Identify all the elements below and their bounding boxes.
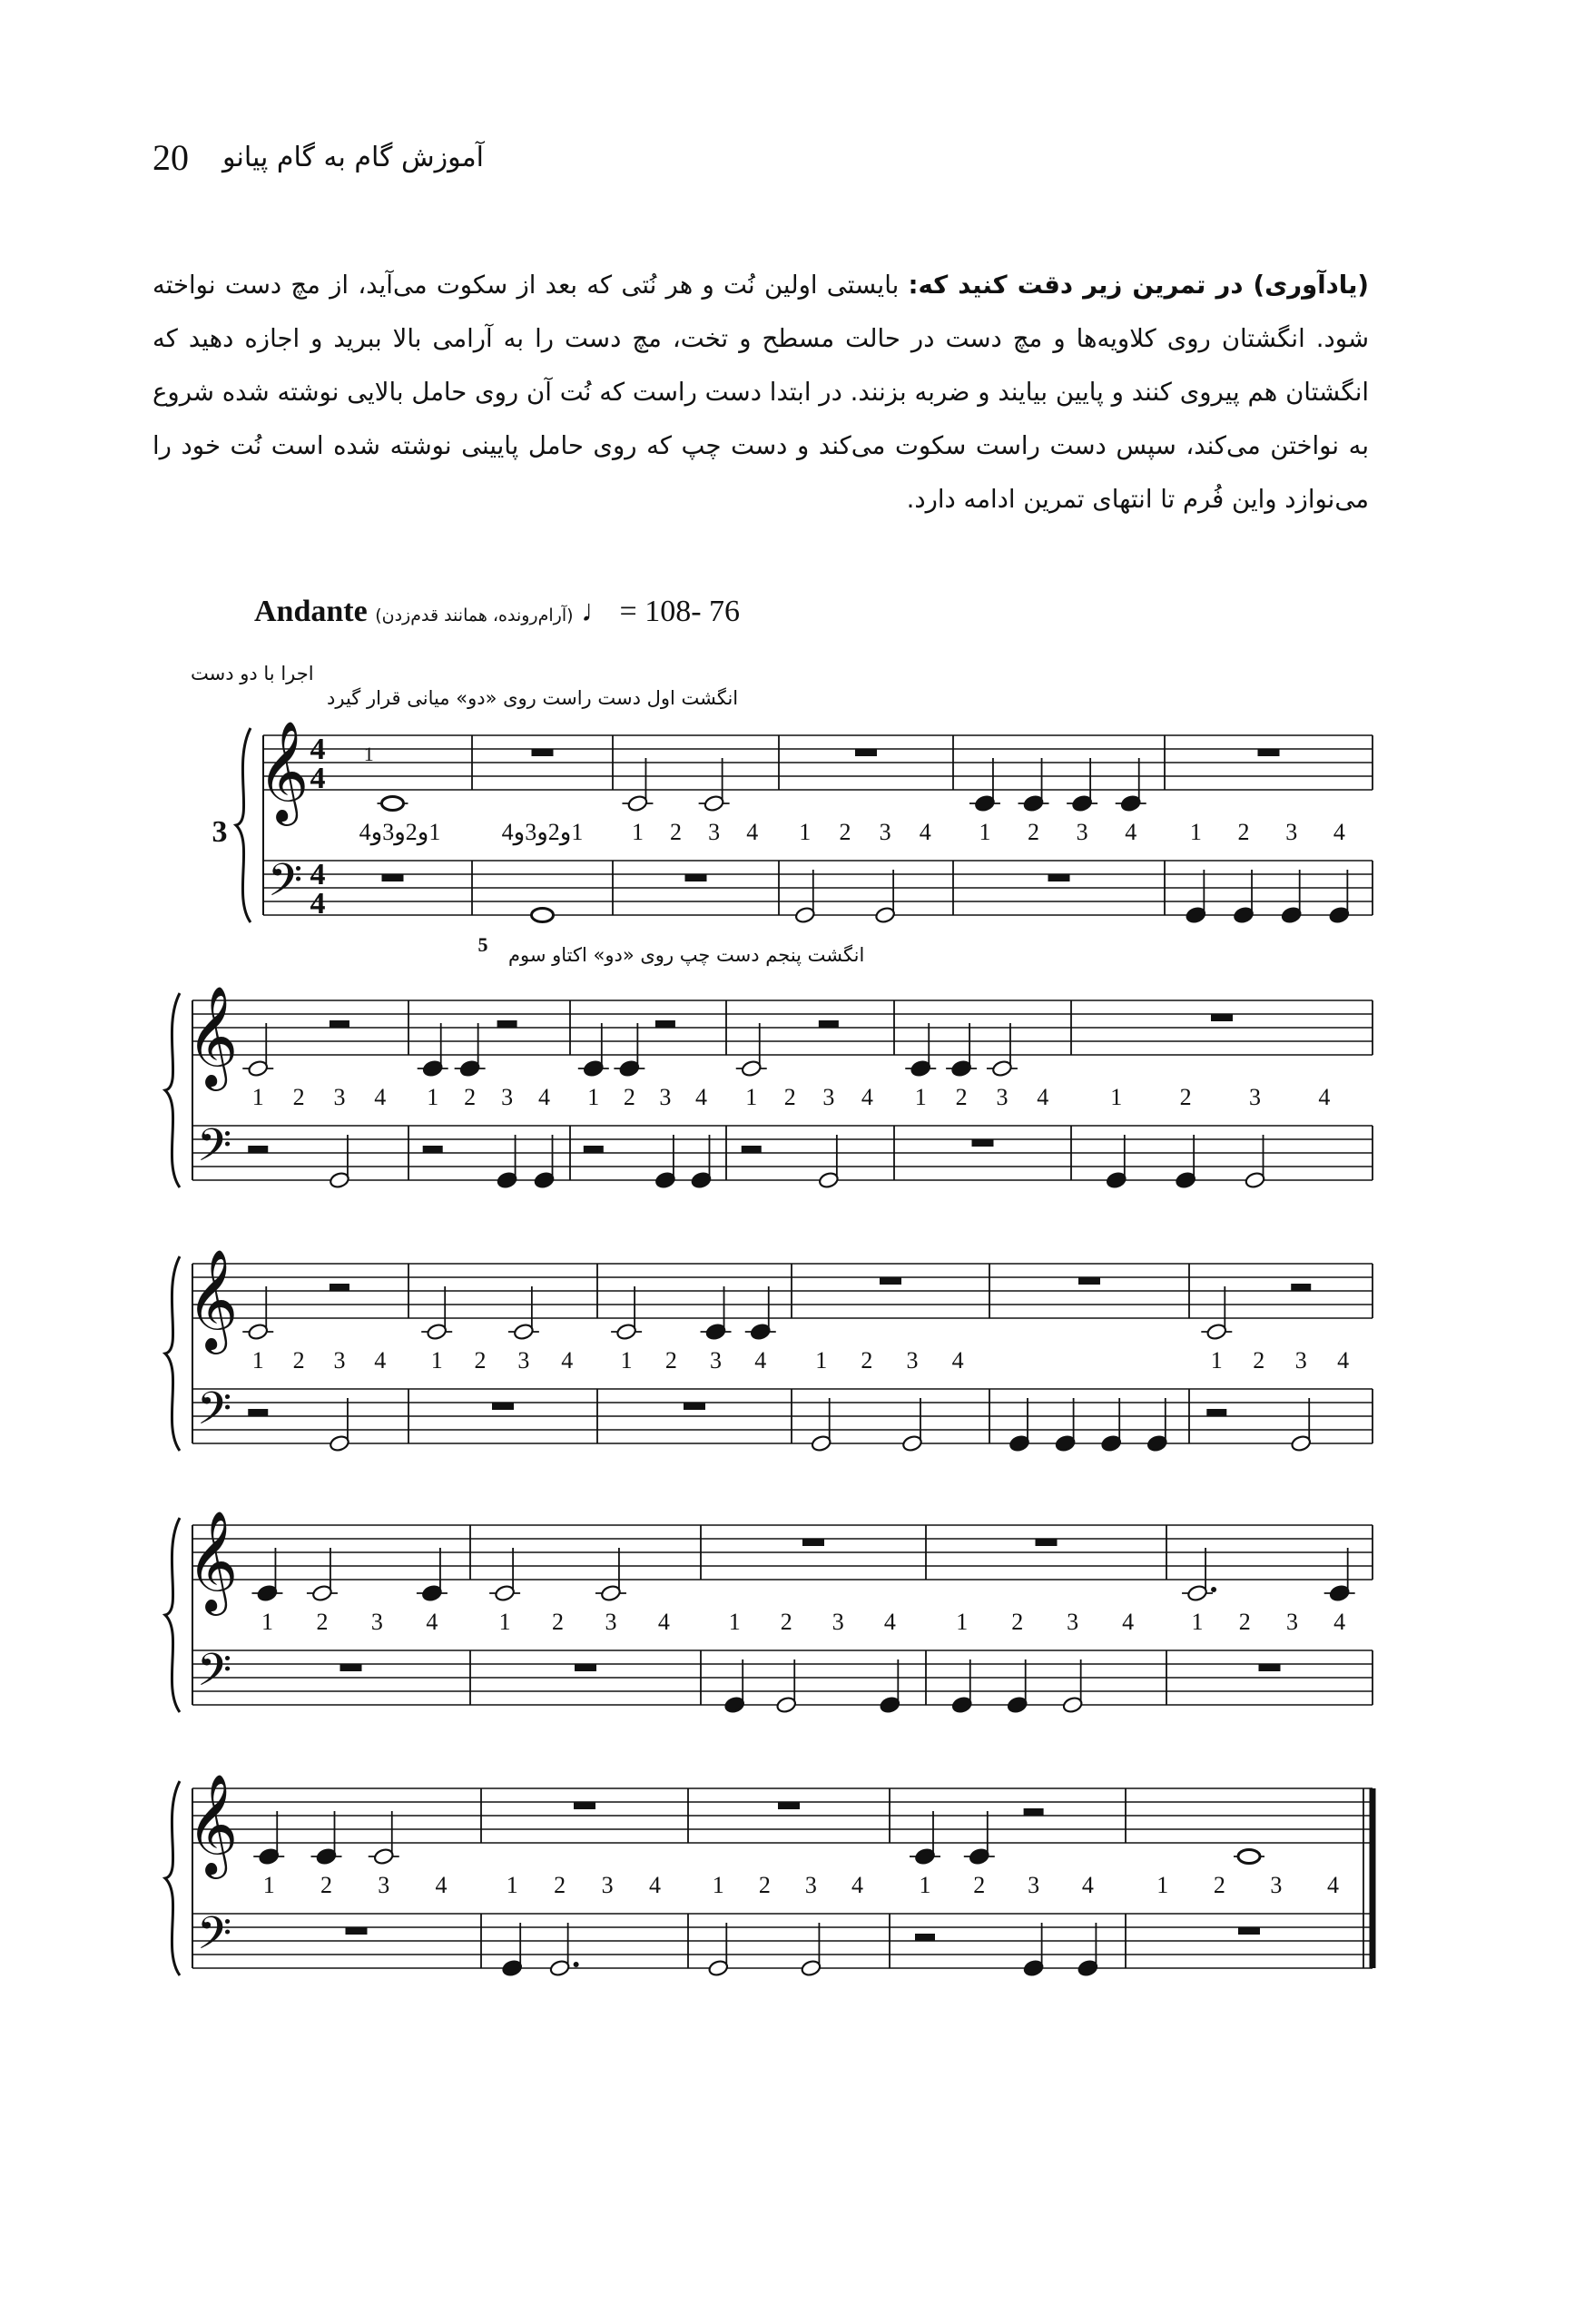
count-label: 3 [1249, 1084, 1262, 1110]
book-title: آموزش گام به گام پیانو [222, 142, 484, 173]
half-rest [330, 1020, 349, 1028]
count-label: 2 [623, 1084, 635, 1110]
whole-note [532, 909, 554, 922]
staff-system [165, 1775, 1373, 1977]
count-label: 4 [1081, 1872, 1094, 1898]
count-label: 2 [1179, 1084, 1192, 1110]
count-label: 2 [1238, 1609, 1251, 1635]
count-label: 2 [1237, 819, 1250, 845]
count-label: 1و2و3و4 [359, 819, 441, 845]
grand-staff-brace [165, 993, 180, 1187]
count-label: 4 [754, 1347, 767, 1374]
metronome-value: = 76 -108 [619, 595, 741, 628]
count-label: 2 [670, 819, 683, 845]
count-label: 2 [292, 1347, 305, 1374]
treble-clef-icon: 𝄞 [186, 988, 239, 1085]
count-label: 4 [538, 1084, 551, 1110]
count-label: 1 [587, 1084, 600, 1110]
count-label: 3 [1028, 1872, 1040, 1898]
count-label: 2 [464, 1084, 477, 1110]
whole-rest [340, 1664, 362, 1671]
count-label: 4 [426, 1609, 438, 1635]
bass-clef-icon: 𝄢 [196, 1121, 232, 1181]
whole-rest [1259, 1664, 1281, 1671]
count-label: 4 [883, 1609, 896, 1635]
count-label: 3 [1285, 1609, 1298, 1635]
count-label: 4 [951, 1347, 964, 1374]
half-rest [819, 1020, 839, 1028]
half-rest [915, 1934, 935, 1941]
count-label: 2 [780, 1609, 792, 1635]
whole-rest [684, 1403, 705, 1410]
grand-staff-brace [165, 1781, 180, 1975]
annotation-both-hands: اجرا با دو دست [191, 663, 314, 684]
count-label: 3 [601, 1872, 614, 1898]
whole-rest [532, 749, 554, 756]
bass-clef-icon: 𝄢 [196, 1384, 232, 1444]
count-label: 4 [374, 1347, 387, 1374]
count-label: 4 [1318, 1084, 1331, 1110]
count-label: 1 [261, 1609, 273, 1635]
count-label: 2 [474, 1347, 487, 1374]
count-label: 3 [370, 1609, 383, 1635]
count-label: 4 [657, 1609, 670, 1635]
count-label: 1 [712, 1872, 724, 1898]
count-label: 4 [1122, 1609, 1135, 1635]
half-rest [742, 1146, 762, 1153]
half-rest [330, 1284, 349, 1291]
count-label: 3 [659, 1084, 672, 1110]
count-label: 3 [996, 1084, 1009, 1110]
count-label: 2 [758, 1872, 771, 1898]
half-rest [584, 1146, 604, 1153]
count-label: 1 [430, 1347, 443, 1374]
count-label: 1 [799, 819, 812, 845]
count-label: 3 [708, 819, 721, 845]
fingering-number: 5 [477, 933, 488, 956]
count-label: 4 [861, 1084, 873, 1110]
whole-note [1238, 1850, 1260, 1864]
half-rest [497, 1020, 517, 1028]
count-label: 3 [879, 819, 891, 845]
treble-clef-icon: 𝄞 [257, 723, 310, 820]
count-label: 4 [746, 819, 759, 845]
whole-note [382, 797, 404, 811]
count-label: 1 [919, 1872, 931, 1898]
treble-clef-icon: 𝄞 [186, 1512, 239, 1610]
augmentation-dot [574, 1962, 579, 1967]
count-label: 2 [955, 1084, 968, 1110]
count-label: 4 [1326, 1872, 1339, 1898]
annotation-right-thumb: انگشت اول دست راست روی «دو» میانی قرار گیرد [327, 687, 739, 709]
count-label: 2 [1011, 1609, 1024, 1635]
whole-rest [685, 874, 707, 881]
page-number: 20 [153, 137, 189, 178]
count-label: 1 [1191, 1609, 1204, 1635]
count-label: 2 [320, 1872, 332, 1898]
half-rest [248, 1146, 268, 1153]
count-label: 1 [956, 1609, 969, 1635]
count-label: 1 [631, 819, 644, 845]
count-label: 4 [1333, 1609, 1346, 1635]
bass-clef-icon: 𝄢 [196, 1909, 232, 1969]
count-label: 3 [804, 1872, 817, 1898]
count-label: 4 [694, 1084, 707, 1110]
count-label: 3 [605, 1609, 617, 1635]
fingering-number: 1 [363, 743, 374, 765]
count-label: 3 [906, 1347, 919, 1374]
bass-clef-icon: 𝄢 [267, 856, 303, 916]
staff-system [165, 1250, 1373, 1452]
count-label: 4 [1337, 1347, 1350, 1374]
count-label: 1 [745, 1084, 758, 1110]
time-signature-bottom: 4 [310, 887, 326, 921]
whole-rest [574, 1802, 595, 1809]
time-signature-top: 4 [310, 733, 326, 766]
tempo-description: (آرام‌رونده، همانند قدم‌زدن) [375, 606, 574, 625]
whole-rest [575, 1664, 596, 1671]
count-label: 1 [914, 1084, 927, 1110]
metronome-note-icon: ♩ [581, 595, 613, 628]
grand-staff-brace [165, 1256, 180, 1451]
staff-system [212, 722, 1373, 956]
count-label: 4 [435, 1872, 448, 1898]
time-signature-bottom: 4 [310, 762, 326, 795]
whole-rest [880, 1277, 901, 1285]
count-label: 1 [815, 1347, 828, 1374]
count-label: 3 [710, 1347, 723, 1374]
count-label: 2 [839, 819, 851, 845]
grand-staff-brace [165, 1518, 180, 1712]
whole-rest [972, 1139, 994, 1147]
count-label: 2 [861, 1347, 873, 1374]
augmentation-dot [1211, 1587, 1216, 1592]
whole-rest [1048, 874, 1070, 881]
whole-rest [1258, 749, 1280, 756]
whole-rest [1238, 1927, 1260, 1935]
half-rest [248, 1409, 268, 1416]
whole-rest [1078, 1277, 1100, 1285]
staff-system [165, 1512, 1373, 1714]
count-label: 2 [554, 1872, 566, 1898]
count-label: 3 [333, 1347, 346, 1374]
count-label: 1و2و3و4 [501, 819, 584, 845]
count-label: 3 [378, 1872, 390, 1898]
count-label: 2 [973, 1872, 986, 1898]
half-rest [423, 1146, 443, 1153]
count-label: 3 [333, 1084, 346, 1110]
count-label: 3 [831, 1609, 844, 1635]
bass-clef-icon: 𝄢 [196, 1646, 232, 1706]
count-label: 4 [1125, 819, 1137, 845]
whole-rest [1211, 1014, 1233, 1021]
count-label: 3 [1270, 1872, 1283, 1898]
treble-clef-icon: 𝄞 [186, 1776, 239, 1873]
instructions-lead: (یادآوری) در تمرین زیر دقت کنید که: [908, 271, 1369, 300]
tempo-term: Andante [254, 595, 368, 628]
staff-system [165, 987, 1373, 1189]
count-label: 1 [251, 1084, 264, 1110]
count-label: 3 [501, 1084, 514, 1110]
count-label: 2 [1028, 819, 1040, 845]
count-label: 3 [1294, 1347, 1307, 1374]
treble-clef-icon: 𝄞 [186, 1251, 239, 1348]
count-label: 2 [552, 1609, 565, 1635]
count-label: 2 [292, 1084, 305, 1110]
count-label: 3 [822, 1084, 835, 1110]
whole-rest [492, 1403, 514, 1410]
count-label: 1 [1110, 1084, 1123, 1110]
exercise-number: 3 [212, 815, 228, 849]
half-rest [655, 1020, 675, 1028]
count-label: 1 [262, 1872, 275, 1898]
count-label: 1 [1210, 1347, 1223, 1374]
whole-rest [855, 749, 877, 756]
count-label: 4 [1333, 819, 1345, 845]
whole-rest [778, 1802, 800, 1809]
count-label: 2 [1213, 1872, 1225, 1898]
instructions-body: بایستی اولین نُت و هر نُتی که بعد از سکوت می‌آید، از مچ دست نواخته شود. انگشتان روی کلاویه‌ها و مچ دست در حالت مسطح و تخت، مچ دست را به آرامی بالا ببرید و اجازه دهید که انگشتان هم پیروی کنند و پایین بیایند و ضربه بزنند. در ابتدا دست راست که نُت آن روی حامل بالایی نوشته شده شروع به نواختن می‌کند، سپس دست راست سکوت می‌کند و دست چپ که روی حامل پایینی نوشته شده است نُت خود را می‌نوازد واین فُرم تا انتهای تمرین ادامه دارد. [153, 271, 1369, 514]
count-label: 4 [1037, 1084, 1049, 1110]
half-rest [1291, 1284, 1311, 1291]
count-label: 2 [1253, 1347, 1265, 1374]
count-label: 2 [316, 1609, 329, 1635]
count-label: 1 [1156, 1872, 1169, 1898]
count-label: 3 [1067, 1609, 1079, 1635]
grand-staff-brace [236, 728, 251, 922]
count-label: 3 [1076, 819, 1088, 845]
whole-rest [1036, 1539, 1058, 1546]
half-rest [1206, 1409, 1226, 1416]
count-label: 2 [664, 1347, 677, 1374]
whole-rest [346, 1927, 368, 1935]
whole-rest [382, 874, 404, 881]
count-label: 1 [427, 1084, 439, 1110]
annotation-left-fifth: انگشت پنجم دست چپ روی «دو» اکتاو سوم [508, 944, 865, 966]
count-label: 1 [620, 1347, 633, 1374]
count-label: 1 [728, 1609, 741, 1635]
count-label: 4 [374, 1084, 387, 1110]
count-label: 3 [517, 1347, 530, 1374]
count-label: 4 [649, 1872, 662, 1898]
count-label: 1 [1189, 819, 1202, 845]
whole-rest [802, 1539, 824, 1546]
count-label: 2 [783, 1084, 796, 1110]
time-signature-top: 4 [310, 858, 326, 891]
count-label: 1 [506, 1872, 518, 1898]
count-label: 4 [561, 1347, 574, 1374]
count-label: 1 [498, 1609, 511, 1635]
count-label: 1 [979, 819, 991, 845]
count-label: 1 [251, 1347, 264, 1374]
count-label: 4 [851, 1872, 863, 1898]
count-label: 3 [1285, 819, 1298, 845]
half-rest [1024, 1808, 1044, 1816]
count-label: 4 [919, 819, 931, 845]
